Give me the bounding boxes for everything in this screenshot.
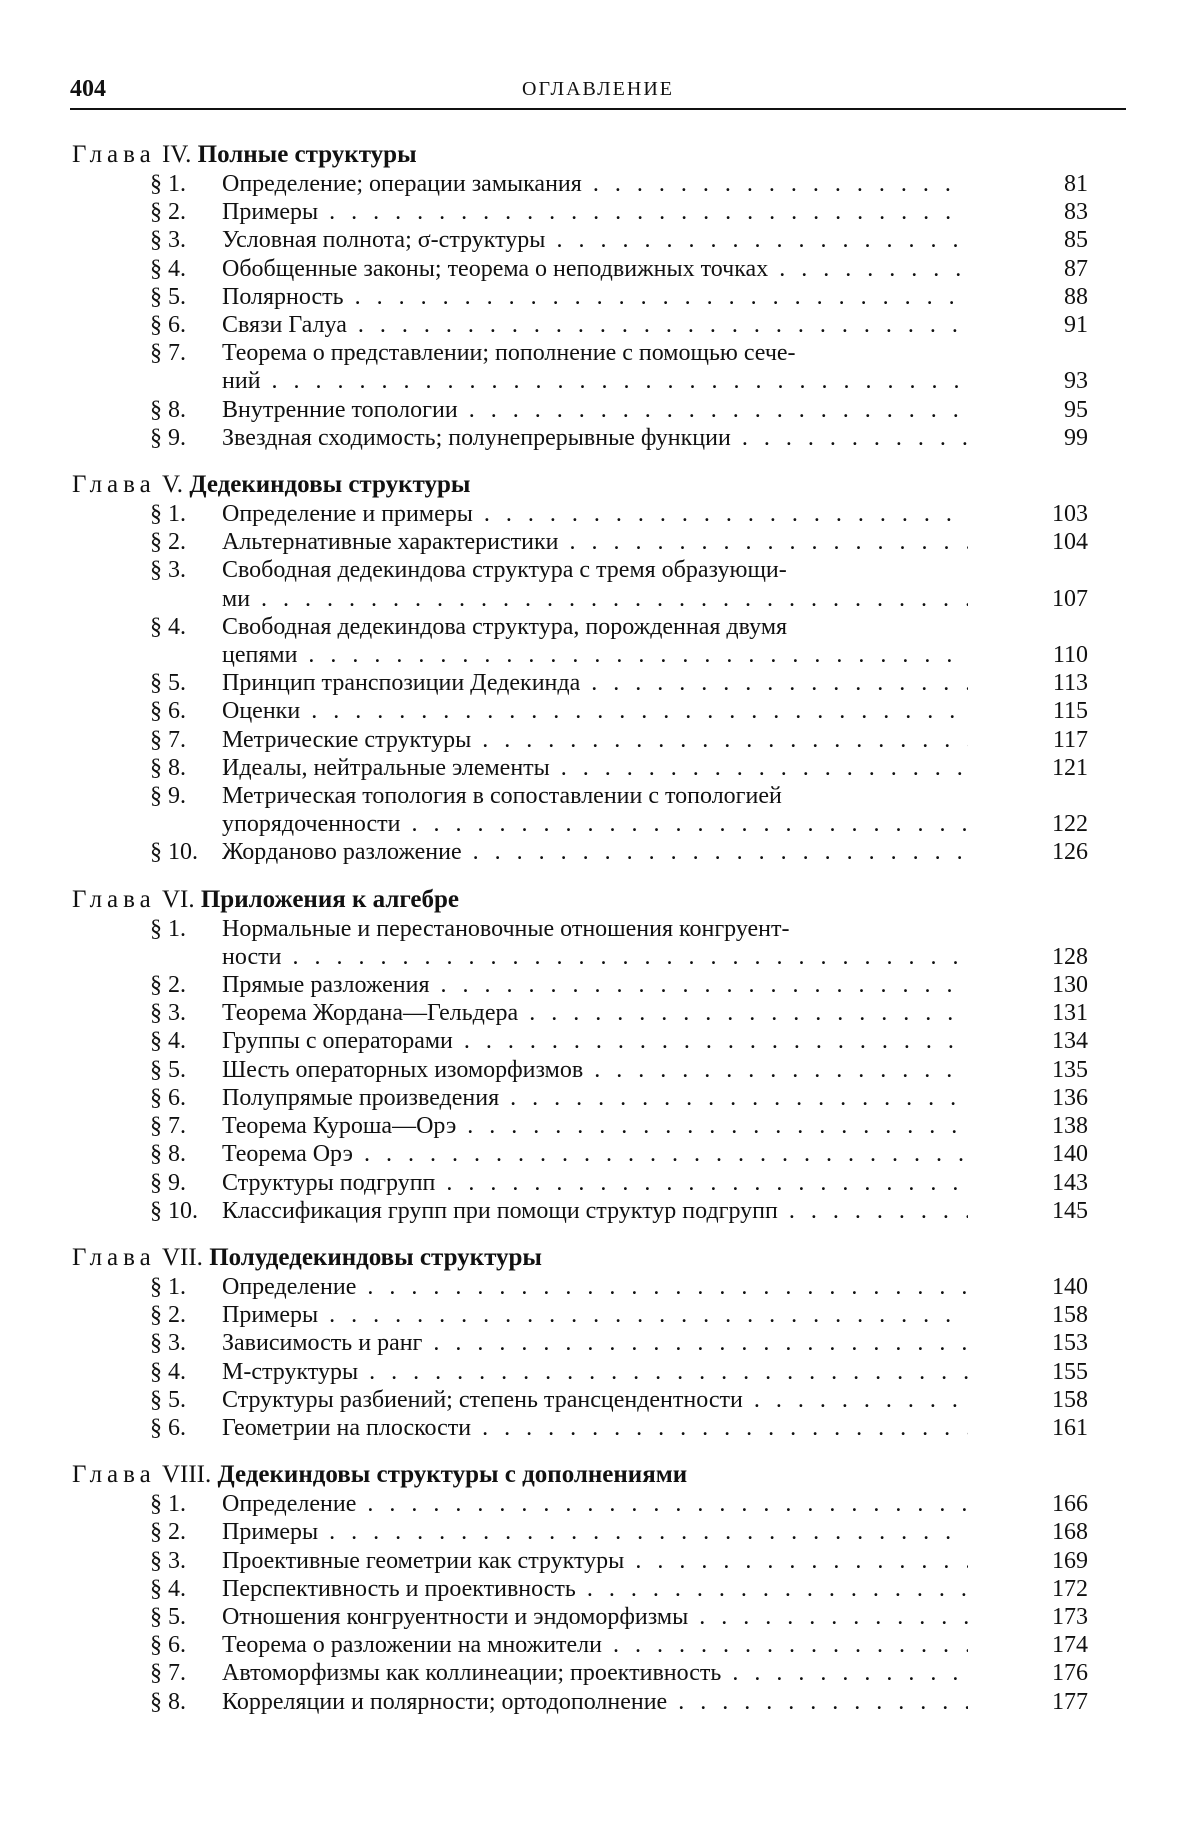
section-number: § 5. <box>150 670 186 697</box>
section-title: Проективные геометрии как структуры . . . <box>222 1547 968 1575</box>
toc-entry <box>72 339 1128 395</box>
toc-entry <box>72 1518 1128 1546</box>
page-reference: 143 <box>1052 1169 1088 1196</box>
section-number: § 1. <box>150 1491 186 1518</box>
section-number: § 6. <box>150 1414 186 1441</box>
section-number: § 3. <box>150 557 186 584</box>
chapter-word: Глава <box>72 141 156 168</box>
toc-entry <box>72 424 1128 452</box>
section-number: § 5. <box>150 1386 186 1413</box>
page-reference: 99 <box>1064 424 1088 451</box>
running-title: ОГЛАВЛЕНИЕ <box>522 78 674 100</box>
section-number: § 2. <box>150 1302 186 1329</box>
section-title: Внутренние топологии . . . <box>222 396 968 424</box>
page-reference: 115 <box>1052 698 1088 725</box>
page-reference: 103 <box>1052 501 1088 528</box>
chapter <box>72 1243 1128 1442</box>
section-title: Группы с операторами . . . <box>222 1027 968 1055</box>
section-title: M-структуры . . . <box>222 1358 968 1386</box>
section-title: Структуры подгрупп . . . <box>222 1169 968 1197</box>
toc-entry <box>72 1273 1128 1301</box>
page-reference: 85 <box>1064 227 1088 254</box>
chapter-title: Полные структуры <box>197 141 417 168</box>
toc-entry <box>72 613 1128 669</box>
chapter-title: Приложения к алгебре <box>200 885 460 913</box>
section-number: § 1. <box>150 1273 186 1300</box>
section-title: Теорема о представлении; пополнение с помощью сече- <box>222 340 796 367</box>
page-reference: 168 <box>1052 1519 1088 1546</box>
page-reference: 174 <box>1052 1632 1088 1659</box>
chapter-heading <box>72 1460 1128 1490</box>
toc-entry <box>72 971 1128 999</box>
section-title: Нормальные и перестановочные отношения конгруент- <box>222 915 790 942</box>
section-title: Примеры . . . <box>222 198 968 226</box>
page-reference: 88 <box>1064 283 1088 310</box>
section-title: Принцип транспозиции Дедекинда . . . <box>222 669 968 697</box>
section-number: § 5. <box>150 1056 186 1083</box>
chapter-numeral: VII. <box>155 1243 210 1271</box>
section-number: § 9. <box>150 424 186 451</box>
section-title: Обобщенные законы; теорема о неподвижных точках . . . <box>222 255 968 283</box>
chapter-word: Глава <box>72 885 156 913</box>
section-number: § 3. <box>150 227 186 254</box>
toc-entry <box>72 556 1128 612</box>
section-title: Прямые разложения . . . <box>222 971 968 999</box>
section-number: § 3. <box>150 1547 186 1574</box>
page-reference: 135 <box>1052 1056 1088 1083</box>
toc-entry <box>72 1301 1128 1329</box>
page-reference: 117 <box>1052 726 1088 753</box>
chapter-word: Глава <box>72 471 156 499</box>
page-reference: 176 <box>1052 1660 1088 1687</box>
page-reference: 172 <box>1052 1575 1088 1602</box>
section-number: § 7. <box>150 1113 186 1140</box>
toc-entry <box>72 1414 1128 1442</box>
section-title: Корреляции и полярности; ортодополнение . . . <box>222 1688 968 1716</box>
page-reference: 158 <box>1052 1386 1088 1413</box>
toc-entry <box>72 226 1128 254</box>
section-number: § 4. <box>150 1028 186 1055</box>
section-number: § 9. <box>150 783 186 810</box>
section-title: ми . . . <box>222 585 968 613</box>
section-number: § 2. <box>150 199 186 226</box>
chapter <box>72 470 1128 867</box>
toc-entry <box>72 1386 1128 1414</box>
chapter-word: Глава <box>72 1243 156 1271</box>
section-number: § 1. <box>150 915 186 942</box>
page-reference: 121 <box>1052 754 1088 781</box>
page-reference: 122 <box>1052 811 1088 838</box>
toc-entry <box>72 1140 1128 1168</box>
page-reference: 145 <box>1052 1197 1088 1224</box>
page-reference: 131 <box>1052 1000 1088 1027</box>
toc-entry <box>72 782 1128 838</box>
page-reference: 87 <box>1064 255 1088 282</box>
section-number: § 8. <box>150 396 186 423</box>
section-title: Определение; операции замыкания . . . <box>222 170 968 198</box>
page-reference: 81 <box>1064 171 1088 197</box>
section-title: Теорема Орэ . . . <box>222 1140 968 1168</box>
section-title: Определение и примеры . . . <box>222 500 968 528</box>
toc-entry <box>72 500 1128 528</box>
page-number: 404 <box>70 76 106 102</box>
toc-entry <box>72 999 1128 1027</box>
page-reference: 136 <box>1052 1084 1088 1111</box>
toc-entry <box>72 1603 1128 1631</box>
page-reference: 155 <box>1052 1358 1088 1385</box>
toc-entry <box>72 396 1128 424</box>
section-title: Структуры разбиений; степень трансцендентности . . . <box>222 1386 968 1414</box>
section-number: § 6. <box>150 1632 186 1659</box>
page-reference: 153 <box>1052 1330 1088 1357</box>
section-number: § 9. <box>150 1169 186 1196</box>
page-reference: 166 <box>1052 1491 1088 1518</box>
toc-entry <box>72 283 1128 311</box>
page-reference: 130 <box>1052 972 1088 999</box>
chapter-numeral: V. <box>155 471 190 499</box>
chapter-heading <box>72 470 1128 500</box>
section-number: § 10. <box>150 839 198 866</box>
section-title: Автоморфизмы как коллинеации; проективность . . . <box>222 1659 968 1687</box>
chapter-title: Дедекиндовы структуры <box>189 471 471 499</box>
section-title: Свободная дедекиндова структура с тремя образующи- <box>222 557 787 584</box>
section-number: § 8. <box>150 754 186 781</box>
section-number: § 6. <box>150 1084 186 1111</box>
section-title: Определение . . . <box>222 1490 968 1518</box>
toc-entry <box>72 1329 1128 1357</box>
toc-entry <box>72 311 1128 339</box>
section-number: § 4. <box>150 1575 186 1602</box>
section-title: Теорема о разложении на множители . . . <box>222 1631 968 1659</box>
page-reference: 93 <box>1064 368 1088 395</box>
section-number: § 10. <box>150 1197 198 1224</box>
toc-entry <box>72 1056 1128 1084</box>
chapter-heading <box>72 140 1128 170</box>
toc-entry <box>72 726 1128 754</box>
page-reference: 110 <box>1052 642 1088 669</box>
page-reference: 177 <box>1052 1688 1088 1715</box>
toc-entry <box>72 1490 1128 1518</box>
toc-entry <box>72 1112 1128 1140</box>
section-number: § 5. <box>150 1603 186 1630</box>
page-reference: 134 <box>1052 1028 1088 1055</box>
section-number: § 4. <box>150 613 186 640</box>
chapter-word: Глава <box>72 1461 156 1489</box>
section-title: Теорема Жордана—Гельдера . . . <box>222 999 968 1027</box>
section-number: § 1. <box>150 501 186 528</box>
section-number: § 6. <box>150 312 186 339</box>
page-reference: 107 <box>1052 585 1088 612</box>
section-title: Полярность . . . <box>222 283 968 311</box>
page-reference: 83 <box>1064 199 1088 226</box>
toc-entry <box>72 754 1128 782</box>
section-number: § 3. <box>150 1330 186 1357</box>
section-title: Зависимость и ранг . . . <box>222 1329 968 1357</box>
section-title: Отношения конгруентности и эндоморфизмы . . . <box>222 1603 968 1631</box>
chapter-title: Полудедекиндовы структуры <box>209 1243 542 1271</box>
section-title: Определение . . . <box>222 1273 968 1301</box>
chapter-numeral: VI. <box>155 885 201 913</box>
section-title: цепями . . . <box>222 641 968 669</box>
section-title: Жорданово разложение . . . <box>222 838 968 866</box>
toc-entry <box>72 1169 1128 1197</box>
page-reference: 140 <box>1052 1273 1088 1300</box>
chapter-heading <box>72 885 1128 915</box>
section-number: § 2. <box>150 1519 186 1546</box>
section-number: § 3. <box>150 1000 186 1027</box>
toc-entry <box>72 1659 1128 1687</box>
page-reference: 91 <box>1064 312 1088 339</box>
table-of-contents <box>72 140 1128 1734</box>
page-reference: 126 <box>1052 839 1088 866</box>
section-number: § 1. <box>150 171 186 197</box>
toc-entry <box>72 1688 1128 1716</box>
section-title: ний . . . <box>222 367 968 395</box>
toc-entry <box>72 528 1128 556</box>
page-reference: 169 <box>1052 1547 1088 1574</box>
toc-entry <box>72 1197 1128 1225</box>
toc-entry <box>72 1027 1128 1055</box>
section-title: Теорема Куроша—Орэ . . . <box>222 1112 968 1140</box>
toc-entry <box>72 255 1128 283</box>
section-title: Шесть операторных изоморфизмов . . . <box>222 1056 968 1084</box>
section-number: § 7. <box>150 726 186 753</box>
section-title: Условная полнота; σ-структуры . . . <box>222 226 968 254</box>
toc-entry <box>72 838 1128 866</box>
section-number: § 8. <box>150 1141 186 1168</box>
chapter-heading <box>72 1243 1128 1273</box>
page-reference: 95 <box>1064 396 1088 423</box>
section-title: Идеалы, нейтральные элементы . . . <box>222 754 968 782</box>
chapter-numeral: VIII. <box>155 1461 218 1489</box>
chapter <box>72 1460 1128 1716</box>
toc-entry <box>72 915 1128 971</box>
section-number: § 4. <box>150 1358 186 1385</box>
page-reference: 104 <box>1052 529 1088 556</box>
section-title: Связи Галуа . . . <box>222 311 968 339</box>
section-title: Перспективность и проективность . . . <box>222 1575 968 1603</box>
section-number: § 4. <box>150 255 186 282</box>
section-number: § 2. <box>150 972 186 999</box>
section-title: Метрическая топология в сопоставлении с топологией <box>222 783 782 810</box>
section-title: Оценки . . . <box>222 697 968 725</box>
section-title: Классификация групп при помощи структур подгрупп . . . <box>222 1197 968 1225</box>
section-title: ности . . . <box>222 943 968 971</box>
section-title: Примеры . . . <box>222 1301 968 1329</box>
toc-entry <box>72 170 1128 198</box>
section-title: Примеры . . . <box>222 1518 968 1546</box>
section-number: § 2. <box>150 529 186 556</box>
section-number: § 7. <box>150 1660 186 1687</box>
page-reference: 140 <box>1052 1141 1088 1168</box>
section-title: Полупрямые произведения . . . <box>222 1084 968 1112</box>
toc-entry <box>72 198 1128 226</box>
page-reference: 138 <box>1052 1113 1088 1140</box>
toc-entry <box>72 697 1128 725</box>
section-number: § 8. <box>150 1688 186 1715</box>
chapter <box>72 140 1128 452</box>
page-reference: 173 <box>1052 1603 1088 1630</box>
page-header <box>70 68 1126 108</box>
section-title: Геометрии на плоскости . . . <box>222 1414 968 1442</box>
page-reference: 161 <box>1052 1414 1088 1441</box>
chapter <box>72 885 1128 1225</box>
toc-entry <box>72 1575 1128 1603</box>
chapter-numeral: IV. <box>155 141 198 168</box>
section-number: § 7. <box>150 340 186 367</box>
section-title: Звездная сходимость; полунепрерывные функции . . . <box>222 424 968 452</box>
toc-entry <box>72 669 1128 697</box>
section-title: Метрические структуры . . . <box>222 726 968 754</box>
section-number: § 5. <box>150 283 186 310</box>
toc-entry <box>72 1084 1128 1112</box>
toc-entry <box>72 1631 1128 1659</box>
header-rule <box>70 108 1126 110</box>
toc-entry <box>72 1358 1128 1386</box>
chapter-title: Дедекиндовы структуры с дополнениями <box>217 1461 688 1489</box>
page-reference: 128 <box>1052 943 1088 970</box>
section-title: упорядоченности . . . <box>222 810 968 838</box>
section-number: § 6. <box>150 698 186 725</box>
toc-entry <box>72 1547 1128 1575</box>
page-reference: 158 <box>1052 1302 1088 1329</box>
page-reference: 113 <box>1052 670 1088 697</box>
section-title: Свободная дедекиндова структура, порожденная двумя <box>222 613 788 640</box>
section-title: Альтернативные характеристики . . . <box>222 528 968 556</box>
